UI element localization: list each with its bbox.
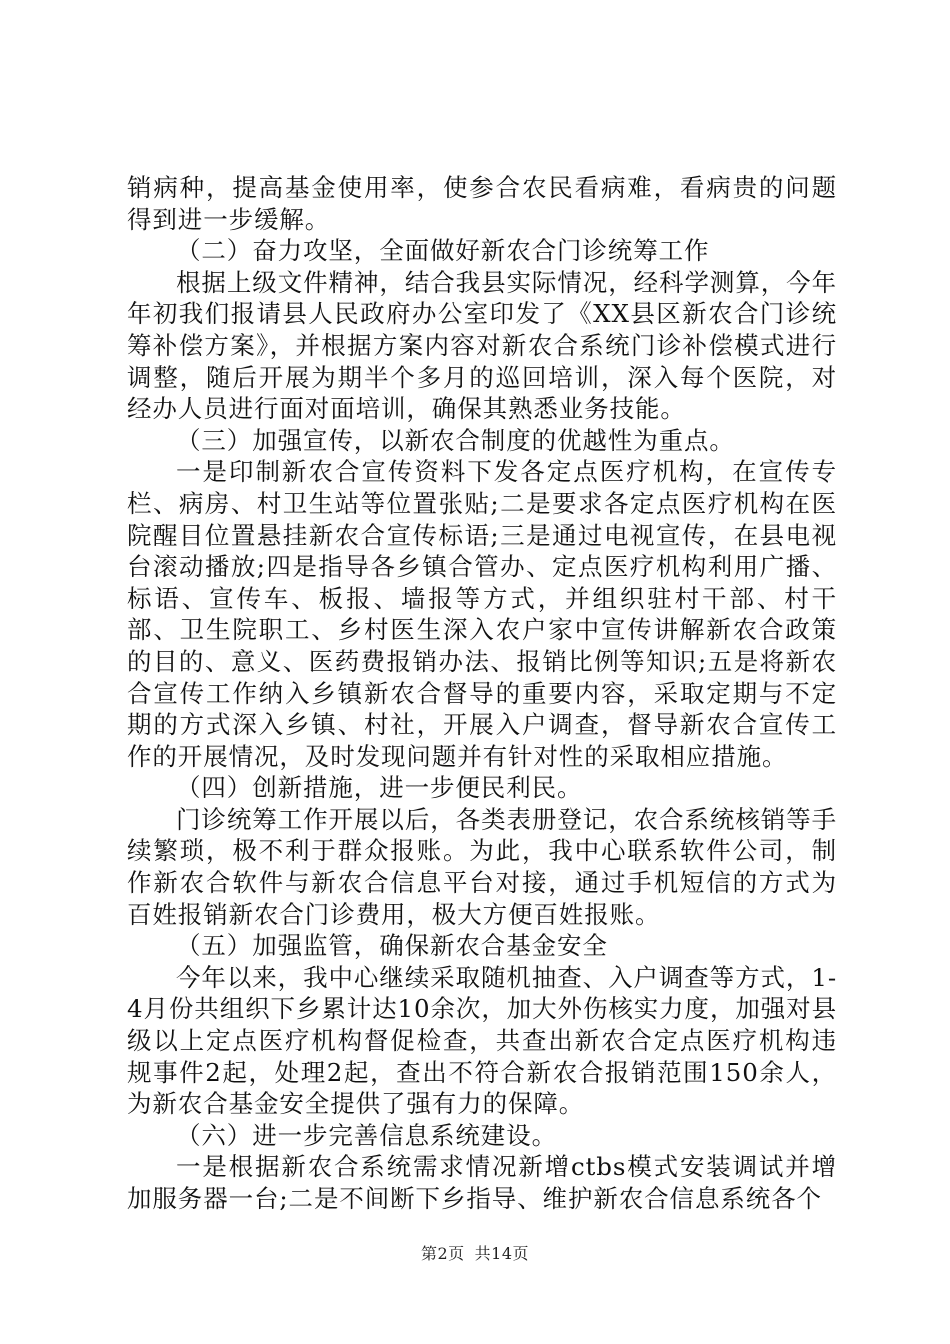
section-heading-3: （三）加强宣传，以新农合制度的优越性为重点。 — [176, 425, 735, 455]
section-heading-4: （四）创新措施，进一步便民利民。 — [176, 773, 583, 803]
document-body — [127, 172, 837, 1215]
paragraph-publicity: 一是印制新农合宣传资料下发各定点医疗机构，在宣传专栏、病房、村卫生站等位置张贴;二是要求各定点医疗机构在医院醒目位置悬挂新农合宣传标语;三是通过电视宣传，在县电视台滚动播放;四是指导各乡镇合管办、定点医疗机构利用广播、标语、宣传车、板报、墙报等方式，并组织驻村干部、村干部、卫生院职工、乡村医生深入农户家中宣传讲解新农合政策的目的、意义、医药费报销办法、报销比例等知识;五是将新农合宣传工作纳入乡镇新农合督导的重要内容，采取定期与不定期的方式深入乡镇、村社，开展入户调查，督导新农合宣传工作的开展情况，及时发现问题并有针对性的采取相应措施。 — [127, 457, 837, 771]
paragraph-outpatient-pooling: 根据上级文件精神，结合我县实际情况，经科学测算，今年年初我们报请县人民政府办公室印发了《XX县区新农合门诊统筹补偿方案》，并根据方案内容对新农合系统门诊补偿模式进行调整，随后开展为期半个多月的巡回培训，深入每个医院，对经办人员进行面对面培训，确保其熟悉业务技能。 — [127, 267, 837, 424]
section-heading-2: （二）奋力攻坚，全面做好新农合门诊统筹工作 — [176, 236, 710, 266]
page-total: 共14页 — [474, 1244, 530, 1263]
section-heading-5: （五）加强监管，确保新农合基金安全 — [176, 931, 608, 961]
section-heading-6: （六）进一步完善信息系统建设。 — [176, 1120, 557, 1150]
paragraph-supervision: 今年以来，我中心继续采取随机抽查、入户调查等方式，1-4月份共组织下乡累计达10余次，加大外伤核实力度，加强对县级以上定点医疗机构督促检查，共查出新农合定点医疗机构违规事件2起，处理2起，查出不符合新农合报销范围150余人，为新农合基金安全提供了强有力的保障。 — [127, 962, 837, 1119]
paragraph-innovation: 门诊统筹工作开展以后，各类表册登记，农合系统核销等手续繁琐，极不利于群众报账。为此，我中心联系软件公司，制作新农合软件与新农合信息平台对接，通过手机短信的方式为百姓报销新农合门诊费用，极大方便百姓报账。 — [127, 804, 837, 929]
page-number: 第2页 — [420, 1244, 465, 1263]
paragraph-continuation: 销病种，提高基金使用率，使参合农民看病难，看病贵的问题得到进一步缓解。 — [127, 173, 837, 234]
paragraph-information-system: 一是根据新农合系统需求情况新增ctbs模式安装调试并增加服务器一台;二是不间断下乡指导、维护新农合信息系统各个 — [127, 1152, 837, 1213]
page-footer — [0, 1241, 950, 1264]
